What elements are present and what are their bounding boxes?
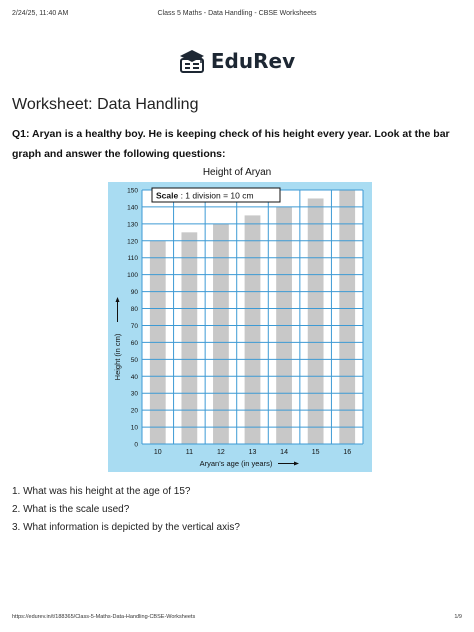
y-tick-label: 120 — [127, 238, 138, 246]
page-number: 1/9 — [454, 614, 462, 620]
logo-text: EduRev — [210, 49, 296, 73]
print-footer — [12, 614, 462, 624]
y-tick-label: 110 — [127, 255, 138, 263]
y-tick-label: 140 — [127, 204, 138, 212]
x-tick-label: 12 — [217, 449, 225, 456]
x-tick-label: 13 — [248, 449, 257, 456]
y-tick-label: 50 — [130, 356, 138, 364]
y-axis-label: Height (in cm) — [113, 333, 122, 381]
chart-title: Height of Aryan — [202, 167, 272, 178]
y-tick-label: 30 — [130, 390, 138, 398]
x-tick-label: 15 — [311, 449, 320, 456]
scale-text: Scale : 1 division = 10 cm — [156, 190, 254, 201]
print-header — [12, 10, 462, 20]
y-tick-label: 80 — [130, 306, 138, 314]
y-tick-label: 100 — [127, 272, 138, 280]
edurev-logo[interactable] — [0, 46, 474, 76]
x-tick-label: 14 — [280, 449, 288, 456]
y-tick-label: 90 — [130, 289, 138, 297]
print-doc-title: Class 5 Maths - Data Handling - CBSE Worksheets — [157, 10, 317, 17]
x-tick-label: 10 — [153, 449, 162, 456]
y-tick-label: 150 — [127, 187, 138, 195]
sub-question-2: 2. What is the scale used? — [12, 504, 130, 515]
worksheet-title: Worksheet: Data Handling — [12, 96, 199, 113]
print-date: 2/24/25, 11:40 AM — [12, 10, 69, 17]
x-tick-label: 11 — [185, 449, 193, 456]
y-tick-label: 70 — [130, 322, 138, 330]
bar-12 — [213, 224, 229, 444]
y-tick-label: 60 — [130, 339, 138, 347]
sub-question-list — [12, 483, 462, 537]
x-tick-label: 16 — [343, 449, 352, 456]
sub-question-3: 3. What information is depicted by the vertical axis? — [12, 522, 240, 533]
sub-question-1: 1. What was his height at the age of 15? — [12, 486, 191, 497]
bar-15 — [308, 198, 324, 444]
y-tick-label: 130 — [127, 221, 138, 229]
y-tick-label: 10 — [130, 424, 138, 432]
bar-chart — [108, 182, 372, 472]
graduation-cap-icon — [179, 49, 205, 73]
bar-16 — [339, 190, 355, 444]
print-url: https://edurev.in/t/188365/Class-5-Maths-Data-Handling-CBSE-Worksheets — [12, 614, 196, 620]
y-tick-label: 20 — [130, 407, 138, 415]
x-axis-label: Aryan's age (in years) — [199, 459, 273, 468]
question-text: Q1: Aryan is a healthy boy. He is keeping check of his height every year. Look at the bar graph and answer the following questions: — [12, 128, 450, 160]
y-tick-label: 40 — [130, 373, 138, 381]
bar-chart-svg — [108, 182, 372, 472]
y-tick-label: 0 — [134, 441, 138, 449]
bar-11 — [181, 232, 197, 444]
